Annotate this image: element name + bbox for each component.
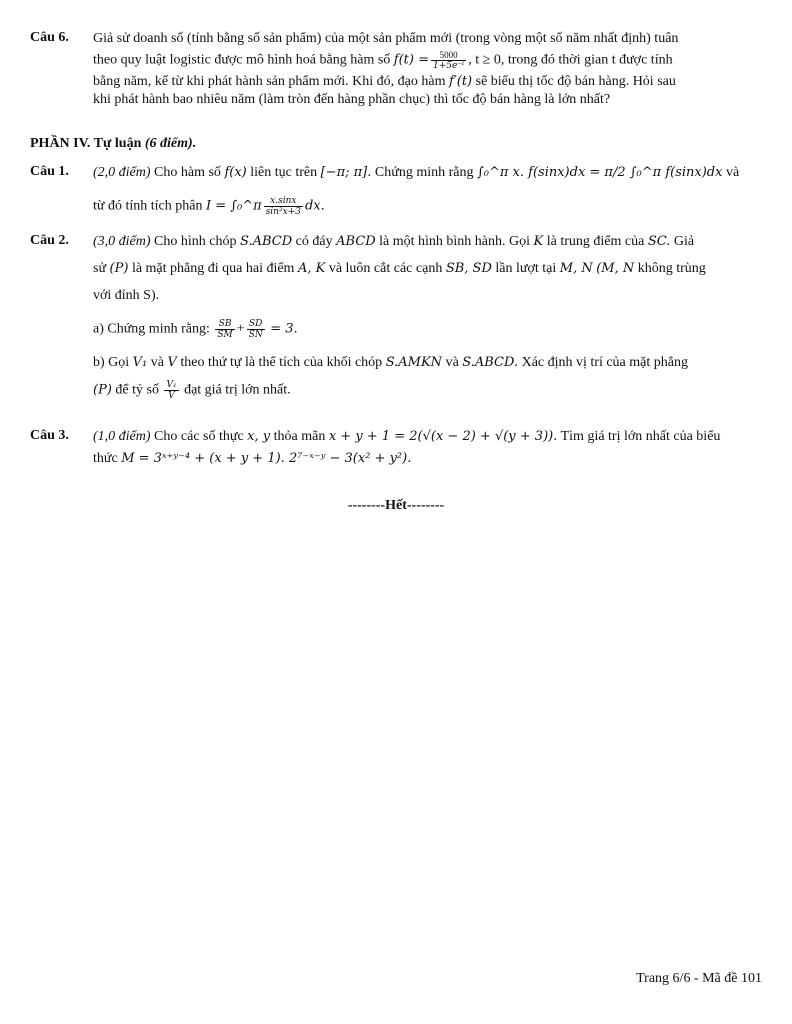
- question-body: [93, 164, 765, 217]
- text: liên tục trên: [250, 165, 318, 180]
- text: theo quy luật logistic được mô hình hoá bằng hàm số: [93, 52, 391, 68]
- text: thỏa mãn: [273, 429, 326, 444]
- section-points: (6 điểm).: [144, 136, 197, 151]
- text: không trùng: [637, 261, 706, 276]
- numerator: x.sinx: [264, 196, 303, 207]
- question-label: Câu 1.: [30, 164, 69, 179]
- math-expr: S.ABCD.: [462, 355, 519, 370]
- math-expr: ABCD: [336, 234, 376, 249]
- points: (3,0 điểm): [93, 234, 151, 249]
- question-label: Câu 3.: [30, 428, 69, 443]
- text: a) Chứng minh rằng:: [93, 321, 210, 337]
- text: sẽ biểu thị tốc độ bán hàng. Hỏi sau: [475, 74, 676, 89]
- points: (2,0 điểm): [93, 165, 151, 180]
- question-6: [30, 30, 765, 109]
- math-expr: S.ABCD: [240, 234, 293, 249]
- denominator: SN: [248, 330, 263, 340]
- text-line: [93, 30, 765, 48]
- text: thức: [93, 451, 118, 466]
- math-expr: SB, SD: [445, 261, 492, 276]
- end-marker: --------Hết--------: [347, 498, 445, 513]
- text-line: [93, 233, 765, 251]
- math-expr: M = 3ˣ⁺ʸ⁻⁴ + (x + y + 1). 2⁷⁻ˣ⁻ʸ − 3(x² + y²).: [121, 451, 412, 466]
- text-line: [93, 50, 765, 71]
- text-line: [93, 260, 765, 278]
- math-expr: ∫₀^π x. f(sinx)dx = π/2 ∫₀^π f(sinx)dx: [476, 165, 723, 180]
- points: (1,0 điểm): [93, 429, 151, 444]
- numerator: SD: [247, 319, 265, 330]
- text: sử: [93, 261, 107, 276]
- question-body: [93, 30, 765, 109]
- math-expr: (M, N: [596, 261, 635, 276]
- question-label: Câu 6.: [30, 30, 69, 45]
- math-expr: x + y + 1 = 2(√(x − 2) + √(y + 3)).: [328, 429, 558, 444]
- text-line: [93, 164, 765, 182]
- denominator: sin²x+3: [265, 207, 301, 217]
- math-expr: A, K: [297, 261, 326, 276]
- math-expr: I = ∫₀^π: [205, 198, 262, 214]
- text: Tìm giá trị lớn nhất của biểu: [560, 429, 721, 444]
- question-label: Câu 2.: [30, 233, 69, 248]
- text: để tỷ số: [115, 382, 159, 398]
- text: đạt giá trị lớn nhất.: [184, 382, 291, 398]
- essay-question-2: [30, 233, 765, 401]
- math-expr: S.AMKN: [385, 355, 443, 370]
- fraction: [247, 319, 265, 340]
- text-line: [93, 73, 765, 91]
- math-expr: dx.: [304, 198, 325, 214]
- question-body: [93, 233, 765, 401]
- essay-question-3: [30, 428, 765, 468]
- text: lần lượt tại: [495, 261, 557, 276]
- text: Cho hàm số: [154, 165, 221, 180]
- text: và: [445, 355, 459, 370]
- math-expr: f(t) =: [393, 52, 429, 68]
- text: có đáy: [295, 234, 333, 249]
- text: Cho các số thực: [154, 429, 244, 444]
- text: với đỉnh S).: [93, 288, 160, 303]
- denominator: 1+5e⁻ᵗ: [433, 61, 465, 71]
- math-expr: x, y: [247, 429, 271, 444]
- text: từ đó tính tích phân: [93, 198, 203, 214]
- question-body: [93, 428, 765, 468]
- fraction: [264, 196, 303, 217]
- math-expr: f′(t): [448, 74, 473, 89]
- numerator: 5000: [431, 50, 466, 61]
- text: Giả: [673, 234, 695, 249]
- math-expr: V: [167, 355, 177, 370]
- numerator: SB: [215, 319, 234, 330]
- text: Chứng minh rằng: [374, 165, 474, 180]
- text-line: [93, 450, 765, 468]
- section-title: PHẦN IV. Tự luận: [30, 136, 142, 151]
- text-line: [93, 380, 765, 401]
- page-footer: Trang 6/6 - Mã đề 101: [636, 971, 762, 986]
- denominator: SM: [217, 330, 233, 340]
- text: theo thứ tự là thể tích của khối chóp: [180, 355, 383, 370]
- math-expr: K: [533, 234, 544, 249]
- text: khi phát hành bao nhiêu năm (làm tròn đến hàng phần chục) thì tốc độ bán hàng là lớn nhất?: [93, 92, 611, 107]
- text: và: [725, 165, 740, 180]
- math-expr: M, N: [559, 261, 593, 276]
- text-line: [93, 428, 765, 446]
- text: b) Gọi: [93, 355, 130, 370]
- part-a: a) Chứng minh rằng: $\frac{SB}{SM}$ + $\frac{SD}{SN}$ = 3.: [93, 319, 298, 340]
- text: là một hình bình hành. Gọi: [379, 234, 531, 249]
- text-line: [93, 287, 765, 305]
- fraction: [431, 50, 466, 71]
- math-expr: (P): [109, 261, 129, 276]
- text: là mặt phẳng đi qua hai điểm: [131, 261, 295, 276]
- fraction: [215, 319, 234, 340]
- text: Cho hình chóp: [154, 234, 237, 249]
- numerator: V₁: [166, 380, 177, 390]
- text: bằng năm, kể từ khi phát hành sản phẩm mới. Khi đó, đạo hàm: [93, 74, 446, 89]
- math-expr: (P): [93, 382, 112, 398]
- math-expr: V₁: [132, 355, 148, 370]
- math-expr: = 3.: [270, 321, 298, 337]
- text-line: [93, 91, 765, 109]
- math-expr: SC.: [647, 234, 671, 249]
- section-heading: [30, 136, 196, 152]
- text: , t ≥ 0, trong đó thời gian t được tính: [468, 52, 673, 68]
- text: là trung điểm của: [546, 234, 645, 249]
- essay-question-1: [30, 164, 765, 217]
- text: Xác định vị trí của mặt phẳng: [521, 355, 688, 370]
- text-line: [93, 196, 765, 217]
- text: Giả sử doanh số (tính bằng số sản phẩm) của một sản phẩm mới (trong vòng một số năm nhất định) tuân: [93, 31, 679, 46]
- denominator: V: [168, 391, 175, 401]
- text: và luôn cắt các cạnh: [328, 261, 443, 276]
- text: và: [150, 355, 164, 370]
- part-b: [93, 354, 765, 372]
- math-expr: f(x): [224, 165, 247, 180]
- fraction: [164, 380, 178, 401]
- math-expr: [−π; π].: [320, 165, 372, 180]
